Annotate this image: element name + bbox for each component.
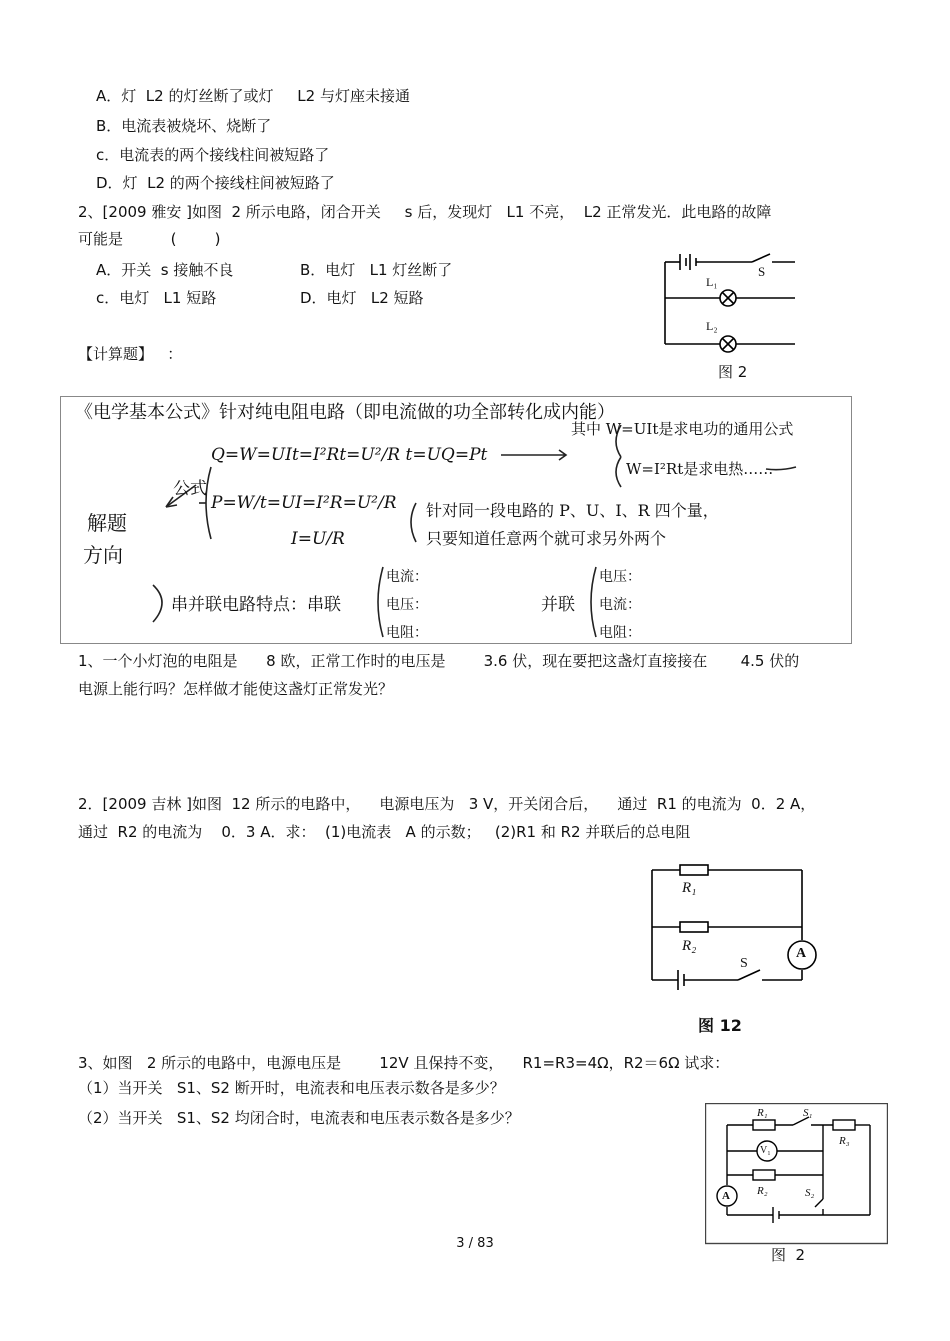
figure-2-switch-label: S	[758, 264, 766, 279]
notes-parallel-current: 电流：	[599, 597, 641, 613]
notes-parallel-voltage: 电压：	[599, 569, 641, 585]
calc-3-line3: （2）当开关 S1、S2 均闭合时，电流表和电压表示数各是多少？	[78, 1109, 520, 1127]
figure-2b-voltmeter-label: V₁	[760, 1145, 771, 1156]
figure-2b-r2-label: R₂	[757, 1185, 768, 1197]
figure-2b-s2-label: S₂	[805, 1187, 815, 1199]
handwritten-notes	[60, 396, 852, 644]
calc-1-line1: 1、一个小灯泡的电阻是 8 欧，正常工作时的电压是 3.6 伏，现在要把这盏灯直接接在 4.5 伏的	[78, 652, 800, 670]
question-2-line1: 2、[2009 雅安 ]如图 2 所示电路，闭合开关 s 后，发现灯 L1 不亮， L2 正常发光．此电路的故障	[78, 203, 772, 221]
option-c: c．电流表的两个接线柱间被短路了	[96, 146, 330, 164]
figure-2-circuit	[640, 240, 795, 385]
notes-parallel-title: 并联	[541, 595, 575, 615]
figure-12-caption: 图 12	[698, 1016, 742, 1035]
figure-2b-r1-label: R₁	[757, 1107, 768, 1119]
figure-2b-caption: 图 2	[771, 1246, 806, 1264]
figure-12-diagram	[640, 858, 822, 1038]
notes-series-title: 串并联电路特点：串联	[171, 595, 341, 615]
figure-2b-s1-label: S₁	[803, 1107, 813, 1119]
calc-3-line2: （1）当开关 S1、S2 断开时，电流表和电压表示数各是多少？	[78, 1079, 505, 1097]
figure-12-ammeter-label: A	[796, 946, 807, 961]
figure-2-l1-label: L₁	[706, 275, 718, 289]
calc-1-line2: 电源上能行吗？怎样做才能使这盏灯正常发光？	[78, 680, 394, 698]
section-calculation-heading: 【计算题】 ：	[78, 345, 183, 363]
notes-title: 《电学基本公式》针对纯电阻电路（即电流做的功全部转化成内能）	[75, 402, 615, 423]
calc-2-line2: 通过 R2 的电流为 0．3 A．求： (1)电流表 A 的示数； (2)R1 和 R2 并联后的总电阻	[78, 823, 691, 841]
page-number: 3 / 83	[456, 1236, 494, 1251]
option-b: B．电流表被烧坏、烧断了	[96, 117, 272, 135]
figure-2-l2-label: L₂	[706, 319, 718, 333]
figure-2-caption: 图 2	[718, 363, 748, 381]
notes-formula-2: P=W/t=UI=I²R=U²/R	[211, 493, 397, 513]
notes-series-voltage: 电压：	[386, 597, 428, 613]
figure-12-circuit	[640, 858, 822, 1038]
notes-note-2b: 只要知道任意两个就可求另外两个	[426, 529, 667, 548]
notes-solve-2: 方向	[83, 543, 123, 567]
notes-gongshi: 公式	[173, 479, 207, 499]
calc-2-line1: 2．[2009 吉林 ]如图 12 所示的电路中， 电源电压为 3 V，开关闭合后， 通过 R1 的电流为 0．2 A，	[78, 795, 816, 813]
notes-series-current: 电流：	[386, 569, 428, 585]
option-a: A．灯 L2 的灯丝断了或灯 L2 与灯座未接通	[96, 87, 410, 105]
notes-parallel-resistance: 电阻：	[599, 625, 641, 641]
notes-note-1b: W=I²Rt是求电热……	[626, 460, 774, 478]
figure-12-switch-label: S	[740, 956, 748, 971]
notes-series-resistance: 电阻：	[386, 625, 428, 641]
q2-option-d: D．电灯 L2 短路	[300, 289, 424, 307]
figure-12-r1-label: R₁	[682, 880, 697, 896]
notes-formula-3: I=U/R	[291, 529, 345, 549]
notes-solve-1: 解题	[87, 511, 127, 535]
q2-option-a: A．开关 s 接触不良	[96, 261, 234, 279]
figure-2b-ammeter-label: A	[722, 1190, 730, 1202]
figure-2b-r3-label: R₃	[839, 1135, 850, 1147]
notes-note-1a: 其中 W=UIt是求电功的通用公式	[571, 420, 794, 438]
question-2-line2: 可能是 ( )	[78, 230, 221, 248]
option-d: D．灯 L2 的两个接线柱间被短路了	[96, 174, 335, 192]
q2-option-c: c．电灯 L1 短路	[96, 289, 217, 307]
notes-formula-1: Q=W=UIt=I²Rt=U²/R t=UQ=Pt	[211, 445, 488, 465]
calc-3-line1: 3、如图 2 所示的电路中，电源电压是 12V 且保持不变， R1=R3=4Ω，R2＝6Ω 试求：	[78, 1054, 730, 1072]
notes-note-2a: 针对同一段电路的 P、U、I、R 四个量，	[426, 501, 719, 520]
q2-option-b: B．电灯 L1 灯丝断了	[300, 261, 453, 279]
figure-12-r2-label: R₂	[682, 938, 697, 954]
